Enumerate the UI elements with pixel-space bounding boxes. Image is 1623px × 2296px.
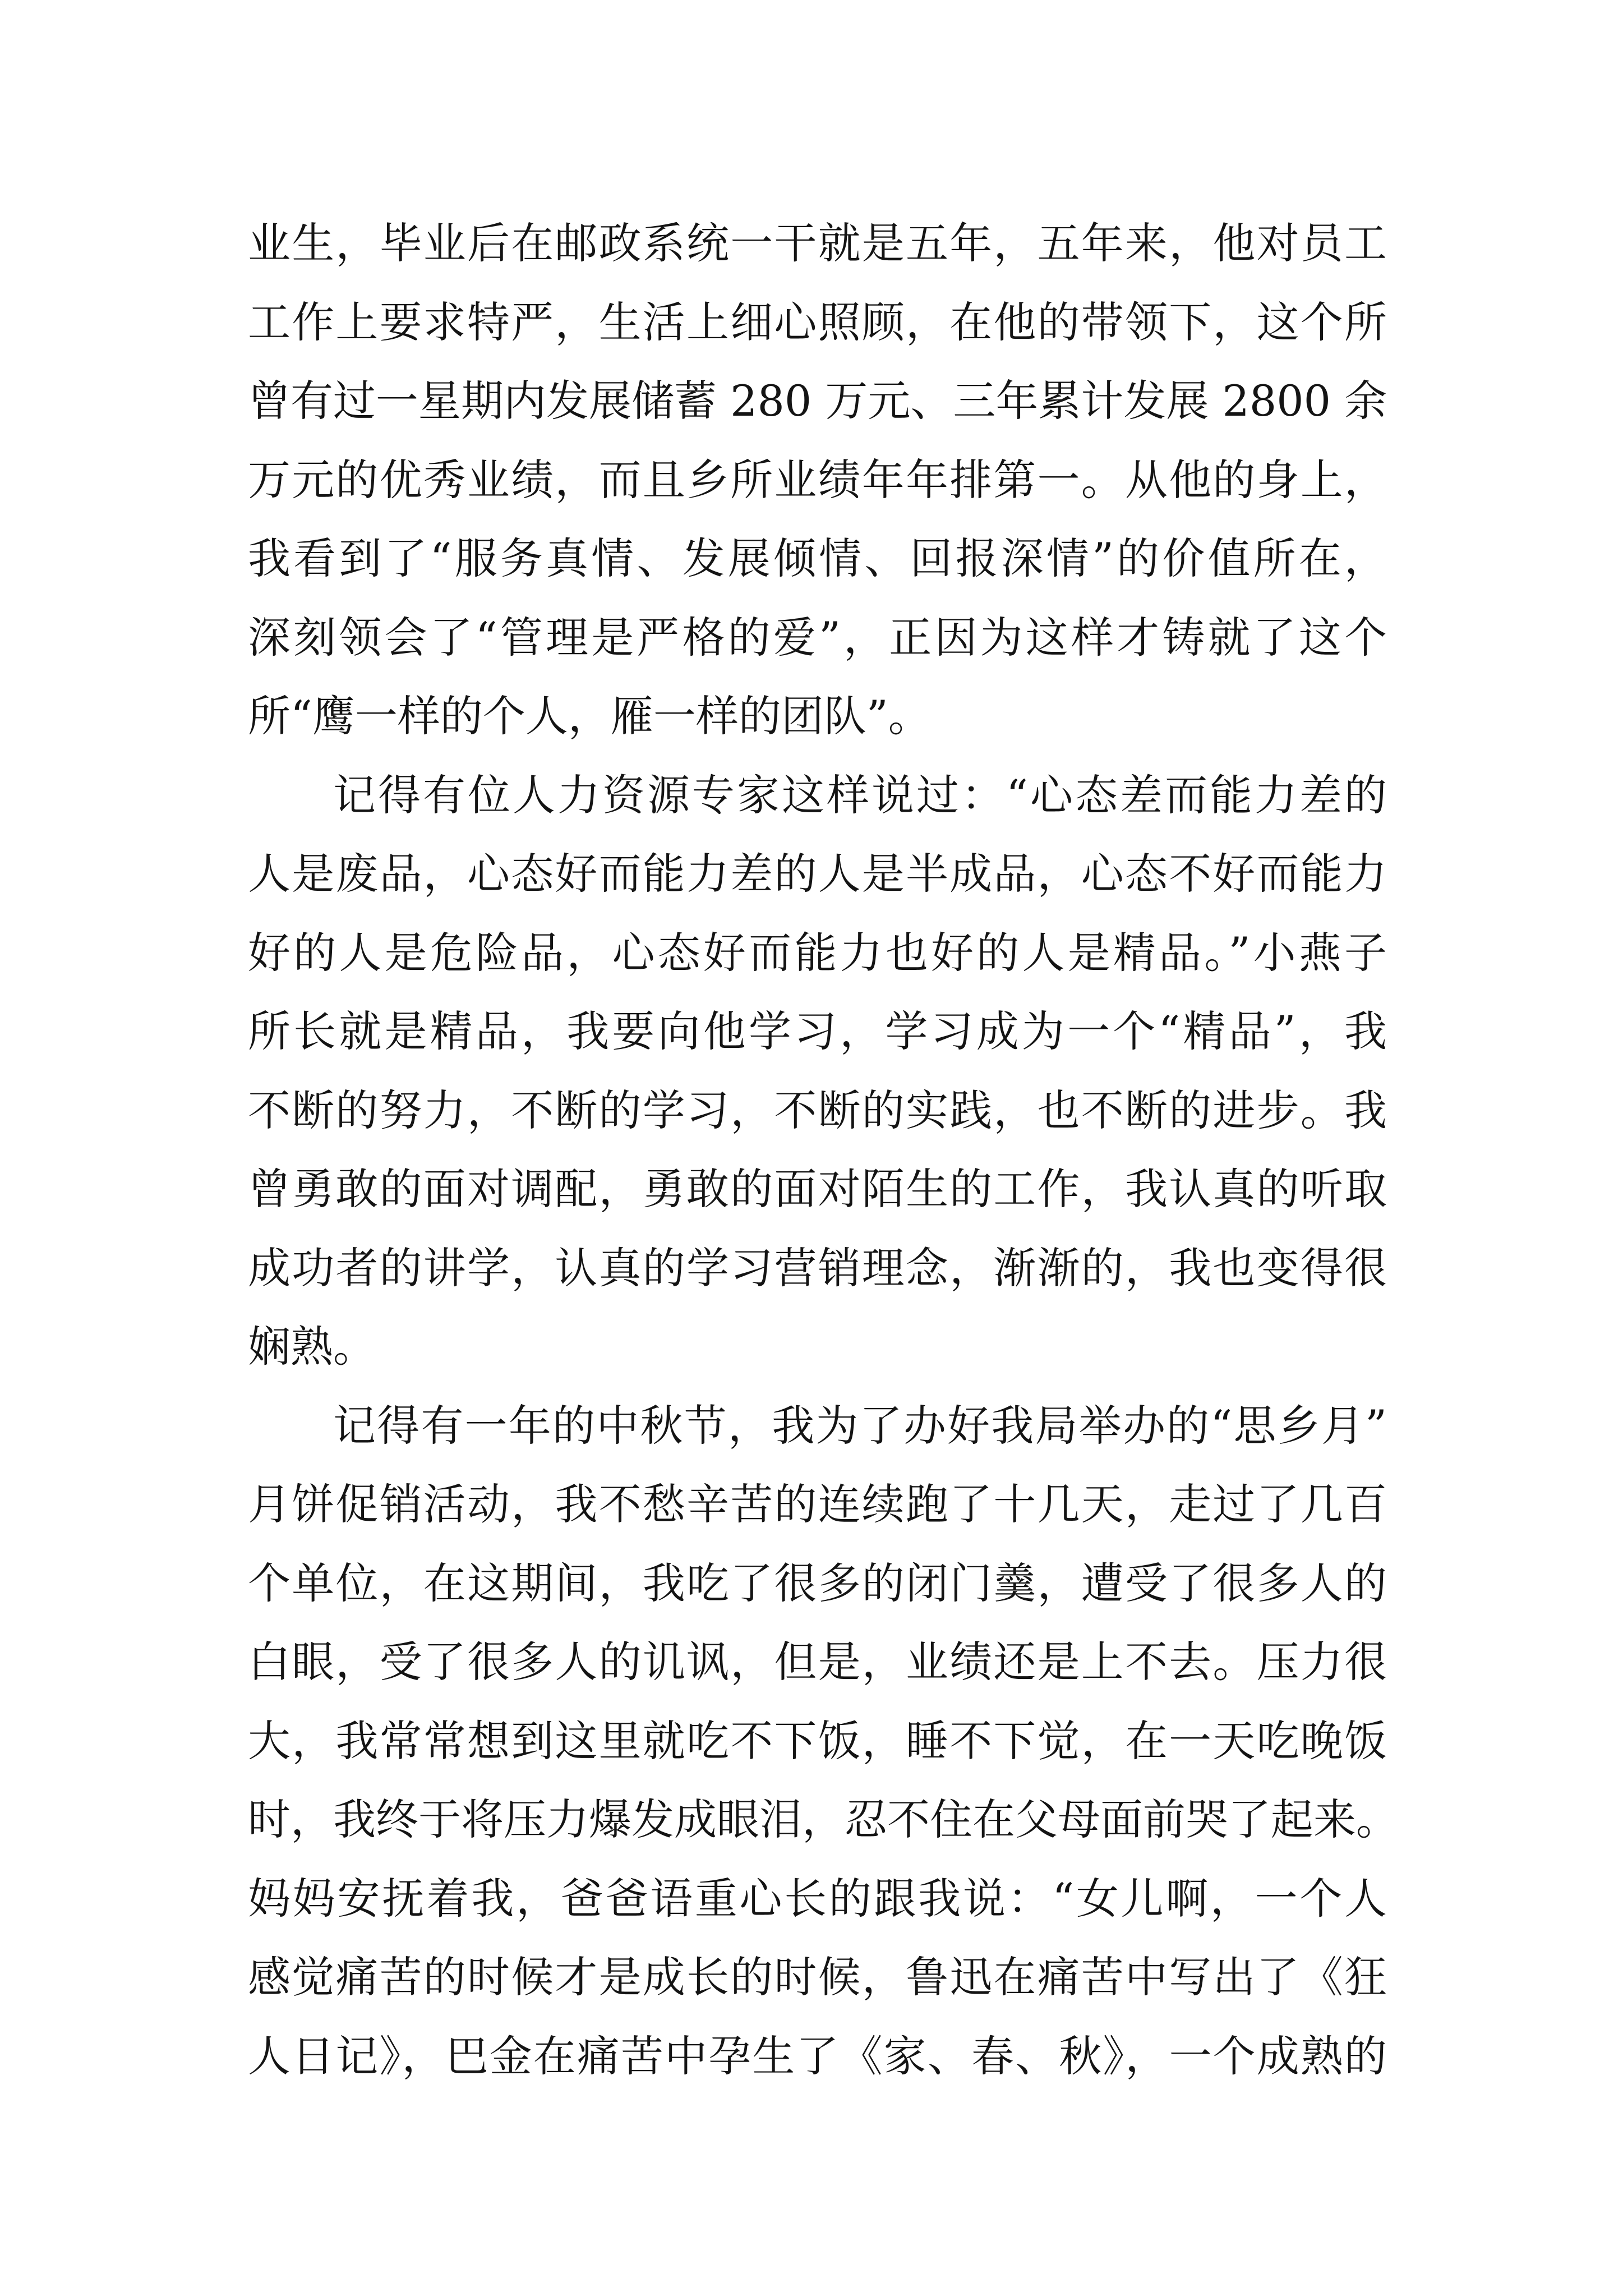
paragraph-1 (248, 204, 1387, 756)
paragraph-2 (248, 756, 1387, 1387)
text-line: 人是废品，心态好而能力差的人是半成品，心态不好而能力 (248, 849, 1387, 899)
text-line: 曾勇敢的面对调配，勇敢的面对陌生的工作，我认真的听取 (248, 1164, 1387, 1214)
text-line: 月饼促销活动，我不愁辛苦的连续跑了十几天，走过了几百 (248, 1479, 1387, 1529)
text-line: 妈妈安抚着我，爸爸语重心长的跟我说：“女儿啊，一个人 (248, 1873, 1387, 1924)
text-line: 所“鹰一样的个人，雁一样的团队”。 (248, 691, 931, 741)
text-line: 记得有位人力资源专家这样说过：“心态差而能力差的 (333, 770, 1387, 820)
text-line: 工作上要求特严，生活上细心照顾，在他的带领下，这个所 (248, 297, 1387, 347)
text-line: 记得有一年的中秋节，我为了办好我局举办的“思乡月” (333, 1400, 1387, 1451)
text-line: 感觉痛苦的时候才是成长的时候，鲁迅在痛苦中写出了《狂 (248, 1952, 1387, 2002)
text-line: 深刻领会了“管理是严格的爱”，正因为这样才铸就了这个 (248, 612, 1387, 662)
text-line: 曾有过一星期内发展储蓄 280 万元、三年累计发展 2800 余 (248, 376, 1387, 426)
text-line: 娴熟。 (248, 1322, 376, 1372)
text-line: 成功者的讲学，认真的学习营销理念，渐渐的，我也变得很 (248, 1243, 1387, 1293)
text-line: 不断的努力，不断的学习，不断的实践，也不断的进步。我 (248, 1085, 1387, 1135)
text-line: 业生，毕业后在邮政系统一干就是五年，五年来，他对员工 (248, 218, 1387, 268)
text-line: 白眼，受了很多人的讥讽，但是，业绩还是上不去。压力很 (248, 1637, 1387, 1687)
text-line: 人日记》，巴金在痛苦中孕生了《家、春、秋》，一个成熟的 (248, 2031, 1387, 2081)
text-line: 时，我终于将压力爆发成眼泪，忍不住在父母面前哭了起来。 (248, 1795, 1399, 1844)
text-line: 万元的优秀业绩，而且乡所业绩年年排第一。从他的身上， (248, 454, 1387, 505)
body-text (248, 204, 1399, 2096)
text-line: 我看到了“服务真情、发展倾情、回报深情”的价值所在， (248, 533, 1387, 583)
text-line: 大，我常常想到这里就吃不下饭，睡不下觉，在一天吃晚饭 (248, 1715, 1387, 1766)
text-line: 所长就是精品，我要向他学习，学习成为一个“精品”，我 (248, 1006, 1387, 1056)
paragraph-3 (248, 1387, 1399, 2096)
text-line: 好的人是危险品，心态好而能力也好的人是精品。”小燕子 (248, 927, 1387, 978)
text-line: 个单位，在这期间，我吃了很多的闭门羹，遭受了很多人的 (248, 1558, 1387, 1608)
